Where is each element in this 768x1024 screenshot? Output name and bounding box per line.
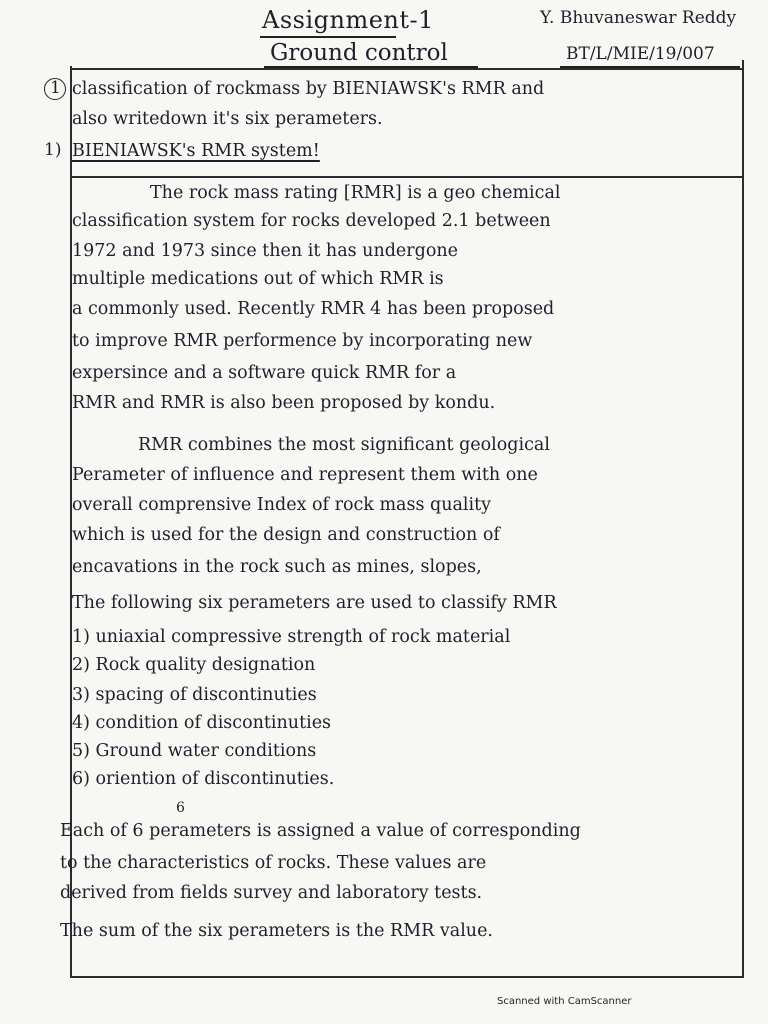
paragraph-line: classification system for rocks developed 2.1 between — [72, 211, 551, 231]
question-line: also writedown it's six perameters. — [72, 109, 383, 129]
paragraph-line: expersince and a software quick RMR for a — [72, 363, 457, 383]
question-line: classification of rockmass by BIENIAWSK's RMR and — [72, 79, 545, 99]
paragraph-line: which is used for the design and construction of — [72, 525, 500, 545]
paragraph-line: 1972 and 1973 since then it has undergone — [72, 241, 458, 261]
scanner-watermark: Scanned with CamScanner — [497, 996, 632, 1007]
subject-title: Ground control — [270, 40, 448, 66]
list-item: 5) Ground water conditions — [72, 741, 317, 761]
paragraph-line: The rock mass rating [RMR] is a geo chemical — [150, 183, 561, 203]
right-margin-line — [742, 60, 744, 978]
roll-number: BT/L/MIE/19/007 — [566, 44, 715, 64]
assignment-title: Assignment-1 — [262, 6, 434, 34]
list-item: 1) uniaxial compressive strength of rock material — [72, 627, 511, 647]
paragraph-line: RMR and RMR is also been proposed by kondu. — [72, 393, 496, 413]
answer-heading: BIENIAWSK's RMR system! — [72, 141, 320, 161]
answer-number: 1) — [44, 140, 62, 160]
paragraph-line: to improve RMR performence by incorporating new — [72, 331, 533, 351]
list-intro: The following six perameters are used to classify RMR — [72, 593, 557, 613]
paragraph-line: RMR combines the most significant geological — [138, 435, 550, 455]
title-underline — [260, 36, 396, 38]
paragraph-line: Perameter of influence and represent them with one — [72, 465, 538, 485]
paragraph-line: The sum of the six perameters is the RMR value. — [60, 921, 493, 941]
paragraph-line: multiple medications out of which RMR is — [72, 269, 444, 289]
paragraph-line: to the characteristics of rocks. These values are — [60, 853, 487, 873]
list-item: 6) oriention of discontinuties. — [72, 769, 335, 789]
paragraph-line: derived from fields survey and laboratory tests. — [60, 883, 483, 903]
header-rule — [70, 68, 744, 70]
student-name: Y. Bhuvaneswar Reddy — [540, 8, 737, 28]
paragraph-line: overall comprensive Index of rock mass quality — [72, 495, 492, 515]
list-item: 4) condition of discontinuties — [72, 713, 332, 733]
list-item: 3) spacing of discontinuties — [72, 685, 317, 705]
list-item: 2) Rock quality designation — [72, 655, 316, 675]
heading-rule — [70, 176, 744, 178]
paragraph-line: Each of 6 perameters is assigned a value of corresponding — [60, 821, 581, 841]
margin-correction: 6 — [176, 800, 185, 816]
subject-underline — [264, 66, 478, 68]
question-number: 1 — [50, 78, 61, 98]
paragraph-line: encavations in the rock such as mines, slopes, — [72, 557, 482, 577]
bottom-rule — [70, 976, 744, 978]
roll-number-underline — [560, 66, 740, 68]
paragraph-line: a commonly used. Recently RMR 4 has been proposed — [72, 299, 555, 319]
